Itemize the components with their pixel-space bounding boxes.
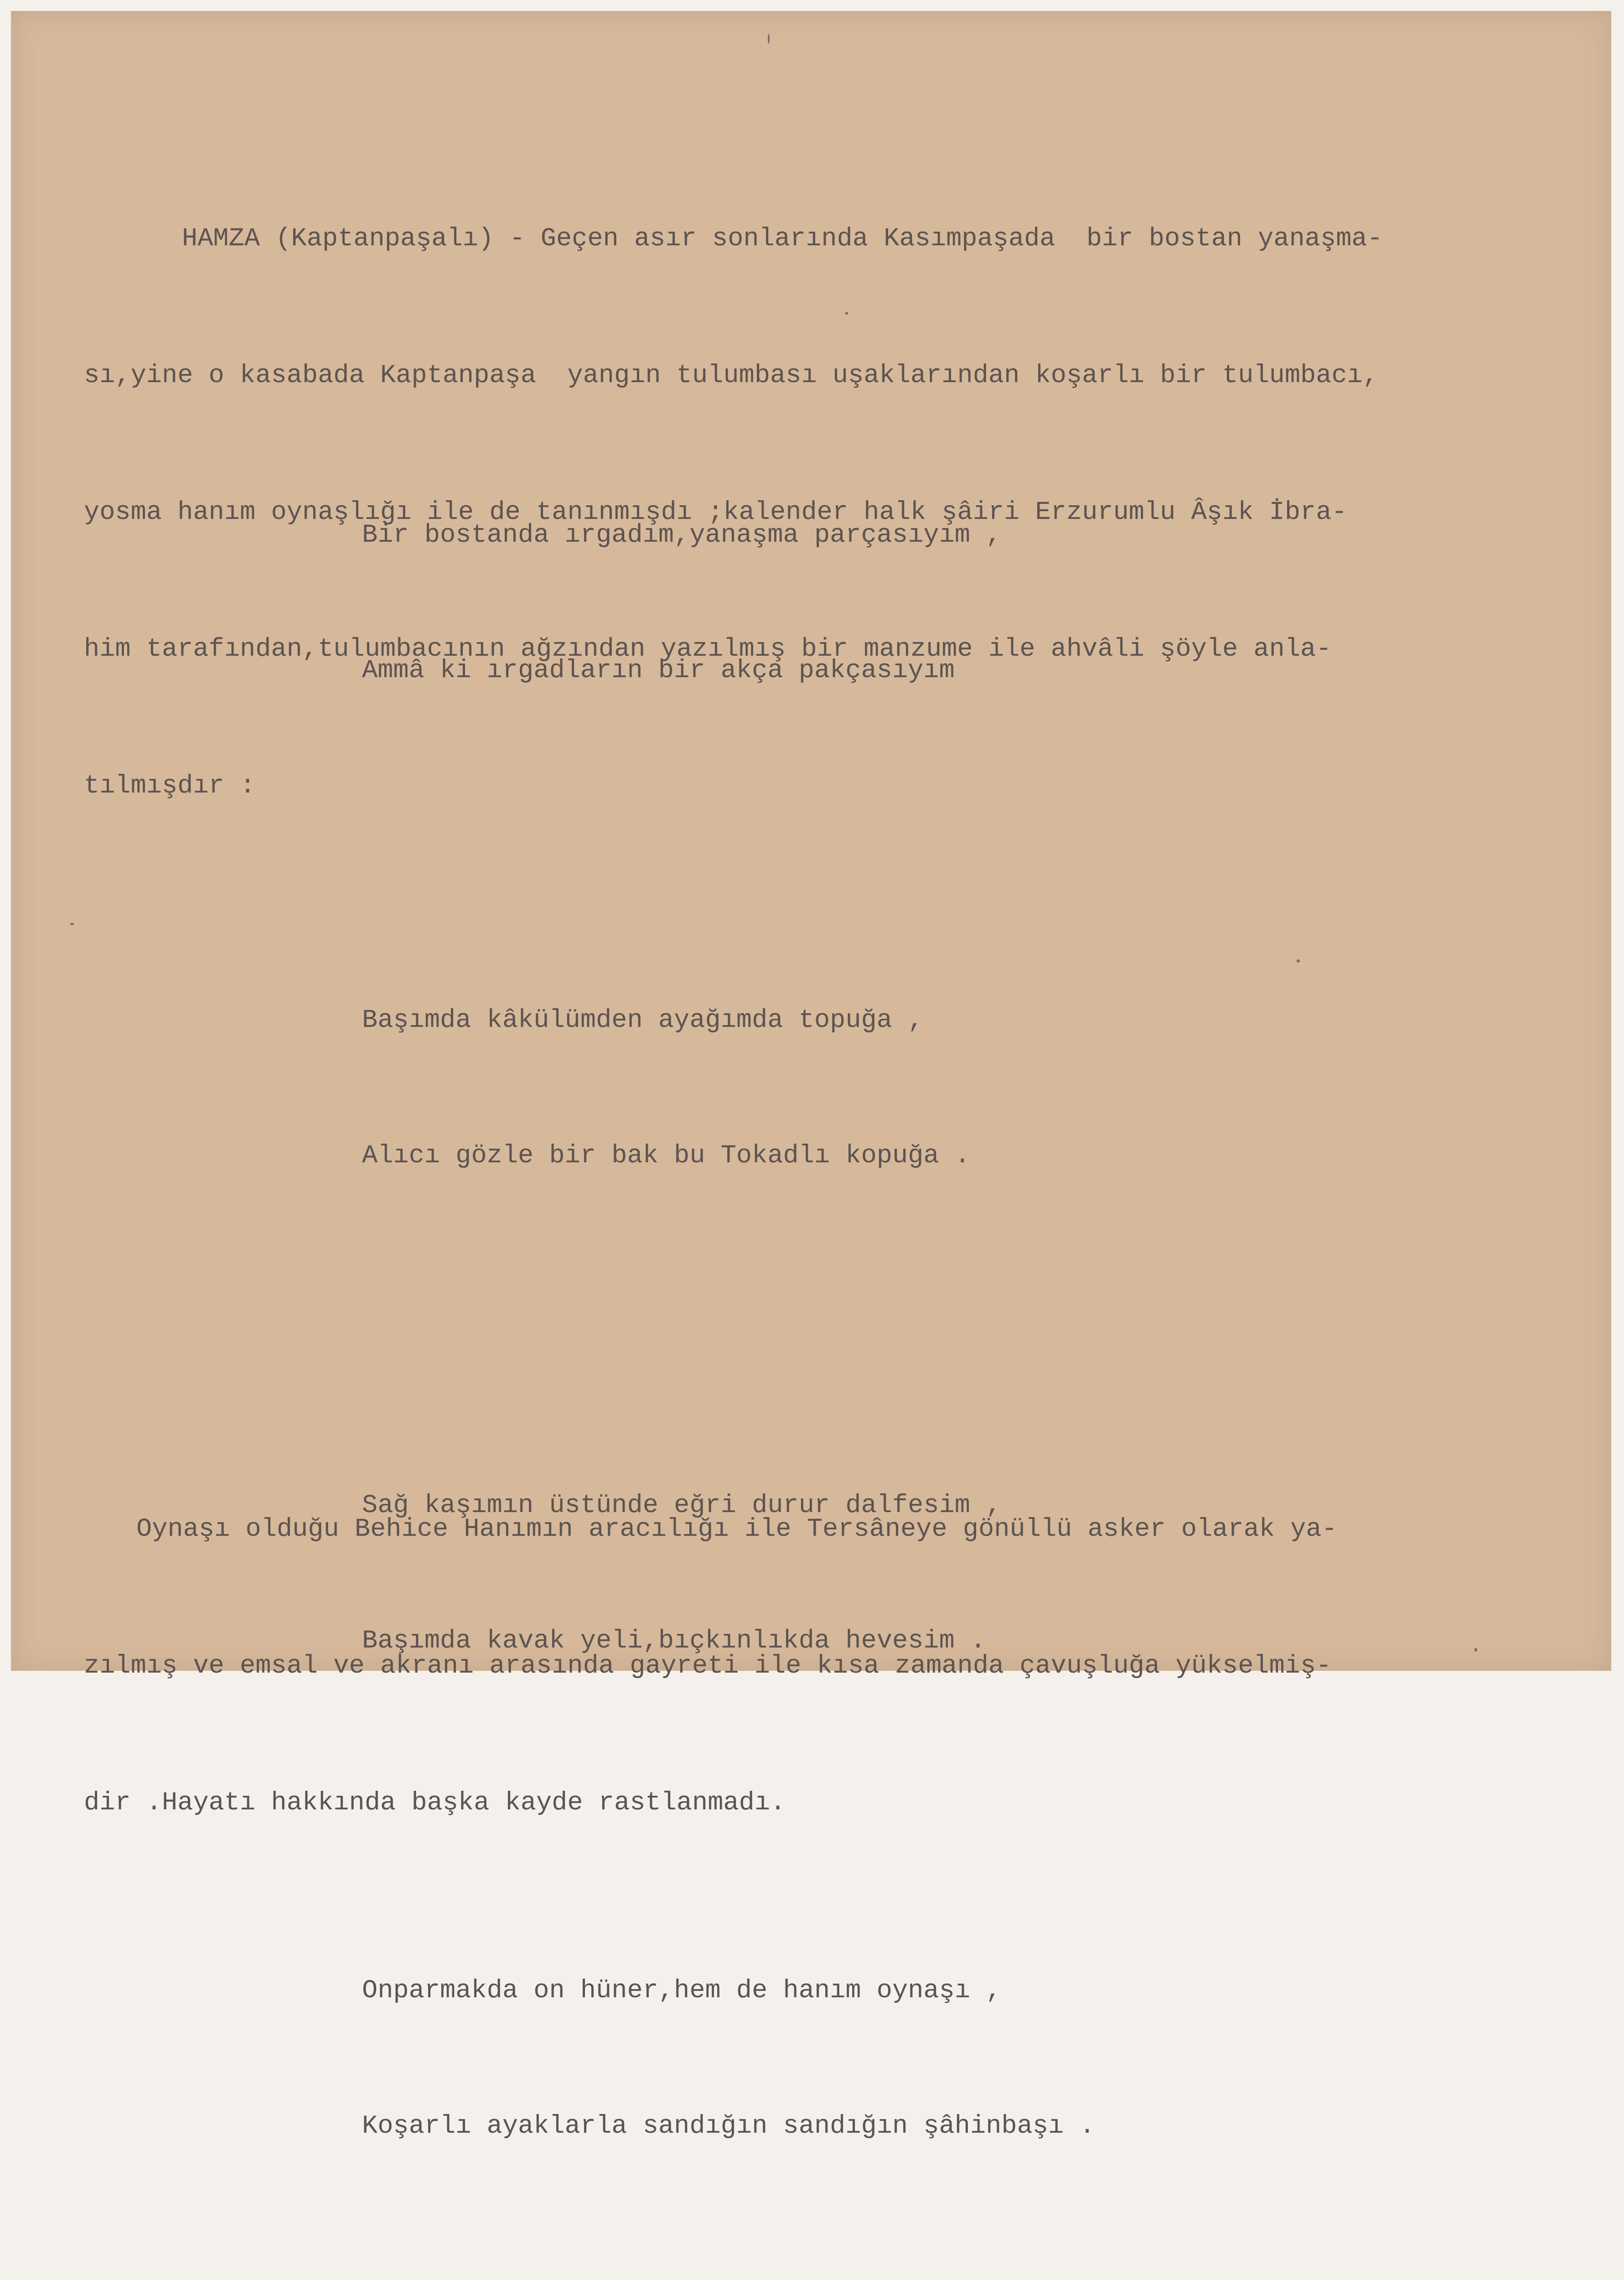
poem-stanza — [362, 421, 1095, 783]
verse-line: Ammâ ki ırgadların bir akça pakçasıyım — [362, 656, 955, 685]
paper-speck — [845, 312, 848, 315]
text-line: dir .Hayatı hakkında başka kayde rastlanmadı. — [84, 1788, 786, 1818]
paper-speck — [70, 923, 74, 925]
text-line: HAMZA (Kaptanpaşalı) - Geçen asır sonlarında Kasımpaşada bir bostan yanaşma- — [182, 224, 1383, 254]
text-line: him tarafından,tulumbacının ağzından yazılmış bir manzume ile ahvâli şöyle anla- — [84, 635, 1332, 664]
poem-stanza — [362, 907, 1095, 1269]
poem-stanza — [362, 1877, 1095, 2239]
poem — [362, 330, 1095, 2280]
paper-speck — [1474, 1648, 1477, 1652]
verse-line: Onparmakda on hüner,hem de hanım oynaşı , — [362, 1976, 1002, 2005]
paper-speck — [768, 34, 770, 44]
text-line: Oynaşı olduğu Behice Hanımın aracılığı ile Tersâneye gönüllü asker olarak ya- — [136, 1515, 1337, 1544]
text-line: tılmışdır : — [84, 772, 256, 801]
verse-line: Alıcı gözle bir bak bu Tokadlı kopuğa . — [362, 1141, 971, 1171]
paper-speck — [1297, 959, 1300, 963]
text-line: yosma hanım oynaşlığı ile de tanınmışdı ;kalender halk şâiri Erzurumlu Âşık İbra- — [84, 498, 1347, 527]
verse-line: Koşarlı ayaklarla sandığın sandığın şâhinbaşı . — [362, 2112, 1095, 2141]
closing-paragraph — [84, 1415, 1337, 1917]
verse-line: Başımda kavak yeli,bıçkınlıkda hevesim . — [362, 1627, 986, 1656]
typewritten-page — [11, 11, 1611, 2141]
verse-line: Başımda kâkülümden ayağımda topuğa , — [362, 1006, 924, 1035]
verse-line: Bir bostanda ırgadım,yanaşma parçasıyım , — [362, 521, 1002, 550]
text-line: zılmış ve emsal ve akranı arasında gayreti ile kısa zamanda çavuşluğa yükselmiş- — [84, 1652, 1332, 1681]
verse-line: Sağ kaşımın üstünde eğri durur dalfesim , — [362, 1491, 1002, 1520]
text-line: sı,yine o kasabada Kaptanpaşa yangın tulumbası uşaklarından koşarlı bir tulumbacı, — [84, 361, 1379, 390]
